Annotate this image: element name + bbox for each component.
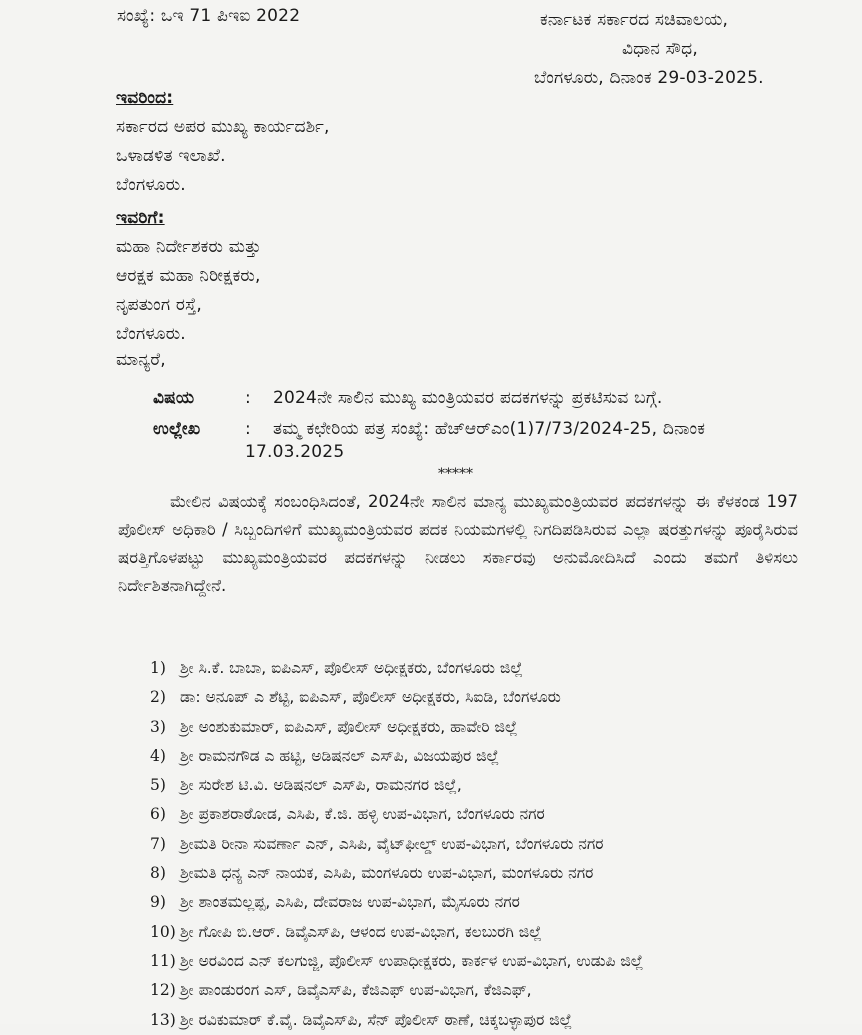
list-item: [150, 918, 643, 947]
list-item: [150, 771, 643, 800]
list-item-number: 2): [150, 688, 166, 707]
list-item: [150, 654, 643, 683]
from-line: ಸರ್ಕಾರದ ಅಪರ ಮುಖ್ಯ ಕಾರ್ಯದರ್ಶಿ,: [116, 117, 330, 137]
subject-label: ವಿಷಯ: [153, 388, 195, 408]
list-item: [150, 947, 643, 976]
salutation: ಮಾನ್ಯರೆ,: [116, 350, 166, 370]
list-item-text: ಶ್ರೀ ಸಿ.ಕೆ. ಬಾಬಾ, ಐಪಿಎಸ್, ಪೊಲೀಸ್ ಅಧೀಕ್ಷಕರು, ಬೆಂಗಳೂರು ಜಿಲ್ಲೆ: [180, 659, 523, 677]
list-item-text: ಡಾ: ಅನೂಪ್ ಎ ಶೆಟ್ಟಿ, ಐಪಿಎಸ್, ಪೊಲೀಸ್ ಅಧೀಕ್ಷಕರು, ಸಿಐಡಿ, ಬೆಂಗಳೂರು: [180, 688, 561, 707]
list-item-text: ಶ್ರೀ ಸುರೇಶ ಟಿ.ವಿ. ಅಡಿಷನಲ್ ಎಸ್‌ಪಿ, ರಾಮನಗರ ಜಿಲ್ಲೆ,: [180, 776, 462, 795]
office-line: ಕರ್ನಾಟಕ ಸರ್ಕಾರದ ಸಚಿವಾಲಯ,: [540, 10, 729, 30]
reference-colon: :: [245, 419, 251, 439]
subject-row: [153, 384, 705, 413]
list-item-number: 10): [150, 922, 176, 941]
list-item-number: 12): [150, 981, 176, 1000]
list-item: [150, 713, 643, 742]
list-item-number: 11): [150, 951, 176, 970]
to-block: [116, 204, 261, 349]
from-block: [116, 84, 330, 200]
to-line: ಬೆಂಗಳೂರು.: [116, 324, 186, 344]
subject-block: [153, 384, 705, 467]
list-item-number: 8): [150, 864, 166, 883]
list-item-text: ಶ್ರೀ ಪ್ರಕಾಶರಾಠೋಡ, ಎಸಿಪಿ, ಕೆ.ಜಿ. ಹಳ್ಳಿ ಉಪ-ವಿಭಾಗ, ಬೆಂಗಳೂರು ನಗರ: [180, 805, 545, 824]
list-item-text: ಶ್ರೀ ರಾಮನಗೌಡ ಎ ಹಟ್ಟಿ, ಅಡಿಷನಲ್ ಎಸ್‌ಪಿ, ವಿಜಯಪುರ ಜಿಲ್ಲೆ: [180, 746, 500, 765]
list-item: [150, 888, 643, 917]
to-line: ಮಹಾ ನಿರ್ದೇಶಕರು ಮತ್ತು: [116, 237, 262, 257]
list-item: [150, 800, 643, 829]
list-item-number: 9): [150, 893, 166, 912]
list-item-text: ಶ್ರೀ ಅರವಿಂದ ಎನ್ ಕಲಗುಜ್ಜಿ, ಪೊಲೀಸ್ ಉಪಾಧೀಕ್ಷಕರು, ಕಾರ್ಕಳ ಉಪ-ವಿಭಾಗ, ಉಡುಪಿ ಜಿಲ್ಲೆ: [180, 951, 644, 970]
to-line: ನೃಪತುಂಗ ರಸ್ತೆ,: [116, 295, 203, 315]
list-item-text: ಶ್ರೀಮತಿ ರೀನಾ ಸುವರ್ಣಾ ಎನ್, ಎಸಿಪಿ, ವೈಟ್‌ಫೀಲ್ಡ್ ಉಪ-ವಿಭಾಗ, ಬೆಂಗಳೂರು ನಗರ: [180, 834, 604, 853]
separator: *****: [438, 466, 473, 482]
from-line: ಬೆಂಗಳೂರು.: [116, 175, 186, 195]
to-label: ಇವರಿಗೆ:: [116, 208, 165, 228]
list-item: [150, 976, 643, 1005]
list-item: [150, 1006, 643, 1035]
reference-number: ಸಂಖ್ಯೆ: ಒಇ 71 ಪಿಇಐ 2022: [117, 6, 301, 26]
office-address: [534, 6, 764, 93]
office-date-line: ಬೆಂಗಳೂರು, ದಿನಾಂಕ 29-03-2025.: [534, 68, 764, 88]
reference-text: ತಮ್ಮ ಕಛೇರಿಯ ಪತ್ರ ಸಂಖ್ಯೆ: ಹೆಚ್‌ಆರ್‌ಎಂ(1)7/73/2024-25, ದಿನಾಂಕ: [273, 419, 706, 439]
list-item-number: 1): [150, 659, 166, 677]
from-line: ಒಳಾಡಳಿತ ಇಲಾಖೆ.: [116, 146, 226, 166]
list-item: [150, 683, 643, 712]
list-item-text: ಶ್ರೀ ಅಂಶುಕುಮಾರ್, ಐಪಿಎಸ್, ಪೊಲೀಸ್ ಅಧೀಕ್ಷಕರು, ಹಾವೇರಿ ಜಿಲ್ಲೆ: [180, 717, 518, 736]
list-item: [150, 830, 643, 859]
from-label: ಇವರಿಂದ:: [116, 88, 174, 108]
recipient-list: [150, 654, 643, 1035]
office-line: ವಿಧಾನ ಸೌಧ,: [622, 39, 698, 59]
list-item-number: 5): [150, 776, 166, 795]
list-item-number: 4): [150, 746, 166, 765]
list-item-text: ಶ್ರೀಮತಿ ಧನ್ಯ ಎನ್ ನಾಯಕ, ಎಸಿಪಿ, ಮಂಗಳೂರು ಉಪ-ವಿಭಾಗ, ಮಂಗಳೂರು ನಗರ: [180, 864, 594, 883]
list-item-number: 6): [150, 805, 166, 824]
list-item-text: ಶ್ರೀ ಪಾಂಡುರಂಗ ಎಸ್, ಡಿವೈಎಸ್‌ಪಿ, ಕೆಜಿಎಫ್ ಉಪ-ವಿಭಾಗ, ಕೆಜಿಎಫ್,: [180, 981, 532, 1000]
list-item-number: 7): [150, 834, 166, 853]
list-item-text: ಶ್ರೀ ಶಾಂತಮಲ್ಲಪ್ಪ, ಎಸಿಪಿ, ದೇವರಾಜ ಉಪ-ವಿಭಾಗ, ಮೈಸೂರು ನಗರ: [180, 893, 520, 912]
list-item-number: 3): [150, 717, 166, 736]
subject-colon: :: [245, 388, 251, 408]
list-item-number: 13): [150, 1010, 176, 1029]
list-item: [150, 859, 643, 888]
reference-row: [153, 415, 705, 444]
list-item-text: ಶ್ರೀ ಗೋಪಿ ಬಿ.ಆರ್. ಡಿವೈಎಸ್‌ಪಿ, ಆಳಂದ ಉಪ-ವಿಭಾಗ, ಕಲಬುರಗಿ ಜಿಲ್ಲೆ: [180, 922, 542, 941]
body-paragraph: ಮೇಲಿನ ವಿಷಯಕ್ಕೆ ಸಂಬಂಧಿಸಿದಂತೆ, 2024ನೇ ಸಾಲಿನ ಮಾನ್ಯ ಮುಖ್ಯಮಂತ್ರಿಯವರ ಪದಕಗಳನ್ನು ಈ ಕೆಳಕಂಡ 197 ಪೊಲೀಸ್ ಅಧಿಕಾರಿ / ಸಿಬ್ಬಂದಿಗಳಿಗೆ ಮುಖ್ಯಮಂತ್ರಿಯವರ ಪದಕ ನಿಯಮಗಳಲ್ಲಿ ನಿಗದಿಪಡಿಸಿರುವ ಎಲ್ಲಾ ಷರತ್ತುಗಳನ್ನು ಪೂರೈಸಿರುವ ಷರತ್ತಿಗೊಳಪಟ್ಟು ಮುಖ್ಯಮಂತ್ರಿಯವರ ಪದಕಗಳನ್ನು ನೀಡಲು ಸರ್ಕಾರವು ಅನುಮೋದಿಸಿದೆ ಎಂದು ತಮಗೆ ತಿಳಿಸಲು ನಿರ್ದೇಶಿತನಾಗಿದ್ದೇನೆ.: [118, 492, 798, 595]
reference-date: 17.03.2025: [245, 442, 345, 462]
reference-label: ಉಲ್ಲೇಖ: [153, 419, 201, 439]
subject-text: 2024ನೇ ಸಾಲಿನ ಮುಖ್ಯ ಮಂತ್ರಿಯವರ ಪದಕಗಳನ್ನು ಪ್ರಕಟಿಸುವ ಬಗ್ಗೆ.: [273, 388, 663, 408]
to-line: ಆರಕ್ಷಕ ಮಹಾ ನಿರೀಕ್ಷಕರು,: [116, 266, 261, 286]
list-item-text: ಶ್ರೀ ರವಿಕುಮಾರ್ ಕೆ.ವೈ. ಡಿವೈಎಸ್‌ಪಿ, ಸೆನ್ ಪೊಲೀಸ್ ಠಾಣೆ, ಚಿಕ್ಕಬಳ್ಳಾಪುರ ಜಿಲ್ಲೆ: [180, 1010, 573, 1029]
list-item: [150, 742, 643, 771]
